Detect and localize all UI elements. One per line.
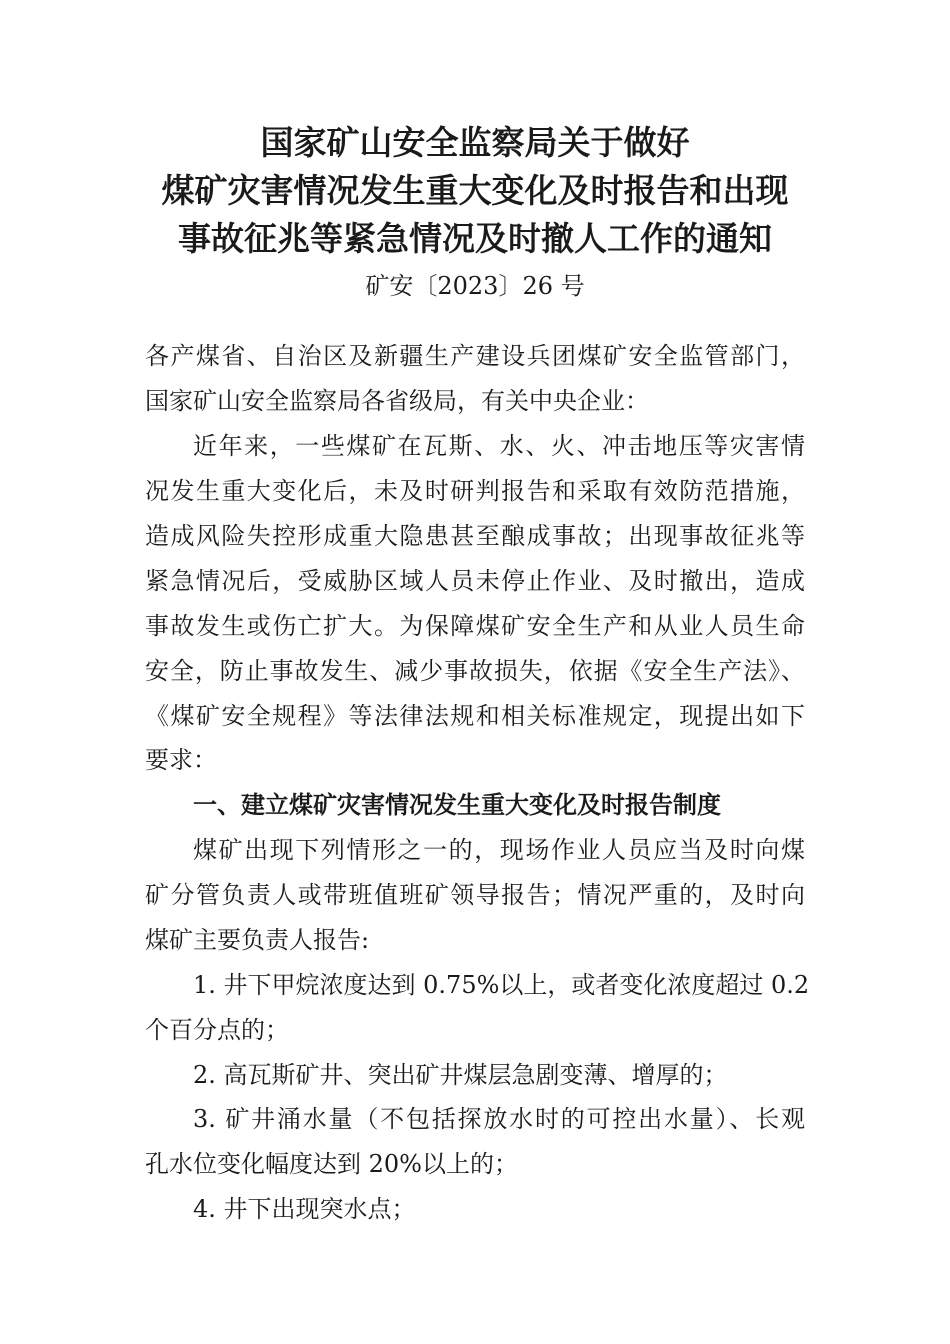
- list-item-4: 4. 井下出现突水点；: [193, 1195, 416, 1223]
- section-1-heading: 一、建立煤矿灾害情况发生重大变化及时报告制度: [193, 791, 721, 819]
- section-1-para-line-3: 煤矿主要负责人报告:: [145, 926, 370, 954]
- intro-line-8: 要求：: [145, 746, 217, 774]
- list-item-3-line-1: 3. 矿井涌水量（不包括探放水时的可控出水量）、长观: [193, 1105, 805, 1133]
- addressee-line-1: 各产煤省、自治区及新疆生产建设兵团煤矿安全监管部门，: [145, 342, 805, 370]
- list-item-1-line-1: 1. 井下甲烷浓度达到 0.75%以上，或者变化浓度超过 0.2: [193, 971, 810, 999]
- intro-line-5: 事故发生或伤亡扩大。为保障煤矿安全生产和从业人员生命: [145, 612, 805, 640]
- addressee-line-2: 国家矿山安全监察局各省级局，有关中央企业：: [145, 387, 649, 415]
- intro-line-1: 近年来，一些煤矿在瓦斯、水、火、冲击地压等灾害情: [193, 432, 805, 460]
- intro-line-2: 况发生重大变化后，未及时研判报告和采取有效防范措施，: [145, 477, 805, 505]
- document-title-line-1: 国家矿山安全监察局关于做好: [260, 123, 690, 162]
- list-item-1-line-2: 个百分点的；: [145, 1016, 289, 1044]
- document-title-line-2: 煤矿灾害情况发生重大变化及时报告和出现: [161, 171, 789, 210]
- list-item-3-line-2: 孔水位变化幅度达到 20%以上的；: [145, 1150, 518, 1178]
- intro-line-6: 安全，防止事故发生、减少事故损失，依据《安全生产法》、: [145, 657, 805, 685]
- section-1-para-line-1: 煤矿出现下列情形之一的，现场作业人员应当及时向煤: [193, 836, 805, 864]
- document-number: 矿安〔2023〕26 号: [365, 272, 585, 300]
- document-title-line-3: 事故征兆等紧急情况及时撤人工作的通知: [178, 219, 772, 258]
- list-item-2: 2. 高瓦斯矿井、突出矿井煤层急剧变薄、增厚的；: [193, 1061, 728, 1089]
- intro-line-3: 造成风险失控形成重大隐患甚至酿成事故；出现事故征兆等: [145, 522, 805, 550]
- intro-line-4: 紧急情况后，受威胁区域人员未停止作业、及时撤出，造成: [145, 567, 805, 595]
- section-1-para-line-2: 矿分管负责人或带班值班矿领导报告；情况严重的，及时向: [145, 881, 805, 909]
- intro-line-7: 《煤矿安全规程》等法律法规和相关标准规定，现提出如下: [145, 702, 805, 730]
